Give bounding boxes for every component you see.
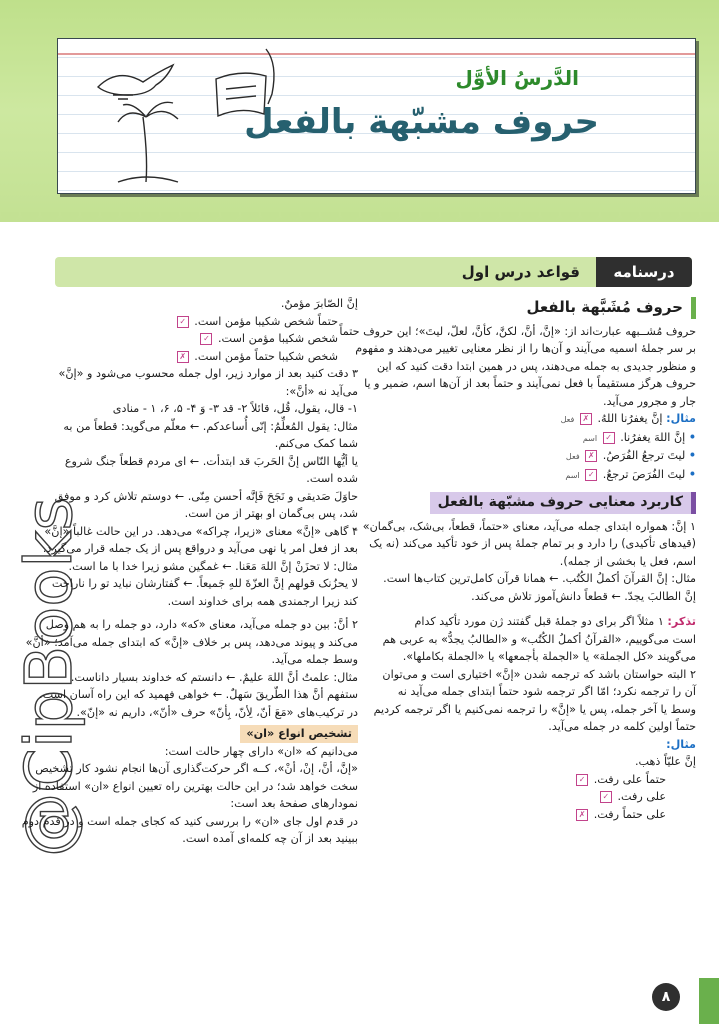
- anna-line: می‌کند و پیوند می‌دهد، پس بر خلاف «إنَّ» که ابتدای جمله می‌آمد؛ «أنَّ»: [25, 635, 358, 649]
- banner-text: قواعد درس اول: [461, 263, 580, 281]
- types-line: ببینید بعد از آن چه کلمه‌ای آمده است.: [182, 832, 358, 845]
- types-line: می‌دانیم که «ان» دارای چهار حالت است:: [164, 744, 358, 758]
- check-mark-icon: ✓: [200, 333, 212, 345]
- check-mark-icon: ✓: [600, 791, 612, 803]
- types-line: «إنَّ، أنَّ، إنْ، أنْ»، کــه اگر حرکت‌گذاری آن‌ها انجام نشود کار تشخیص: [35, 762, 358, 775]
- final-item-text: علی حتماً رفت.: [593, 807, 666, 821]
- anna-line: وسط جمله می‌آید.: [271, 653, 358, 666]
- note-line: می‌گویند «کل الجملة» یا «الجملة بأجمعها» یا «الجملة بکاملها».: [402, 650, 696, 663]
- intro-line: بر سر جملهٔ اسمیه می‌آیند و آن‌ها را از نظر معنایی تغییر می‌دهند و مفهوم: [355, 342, 696, 355]
- note-line: آن را ترجمه نکرد؛ امّا اگر ترجمه شود حتماً ابتدای جمله می‌آید نه: [397, 685, 696, 698]
- cross-mark-icon: ✗: [177, 351, 189, 363]
- usage-example: مثال: إنَّ القرآنَ أکملُ الکُتُب. ← همانا قرآن کامل‌ترین کتاب‌ها است.: [383, 572, 696, 585]
- lesson-title: حروف مشبّهة بالفعل: [244, 102, 599, 142]
- types-title-row: [58, 725, 358, 743]
- top-example: إنَّ الصّابرَ مؤمنٌ.: [280, 297, 358, 310]
- example-row: • لیتَ الفُرَصَ ترجعُ. ✓ اسم: [565, 467, 696, 481]
- final-example-label: مثال:: [666, 737, 696, 751]
- usage-example: إنَّ الطالبَ یجدّ. ← قطعاً دانش‌آموز تلاش می‌کند.: [471, 589, 696, 603]
- final-item-text: علی رفت.: [617, 790, 666, 803]
- note-line: است می‌گوییم، «القرآنُ أکملُ الکُتُب» و «الطالبُ یجدُّ» به عربی هم: [382, 632, 696, 646]
- right-column: [339, 295, 696, 823]
- note-text: ۱ مثلاً اگر برای دو جملهٔ قبل گفتند ژن مورد تأکید کدام: [414, 615, 664, 628]
- anna-line: ۲ أنَّ: بین دو جمله می‌آید، معنای «که» دارد، دو جمله را به هم وصل: [45, 618, 358, 631]
- section-banner: [55, 257, 692, 287]
- types-line: نمودارهای صفحهٔ بعد است:: [230, 797, 358, 810]
- watermark: @CipBooks: [12, 497, 87, 857]
- anna-example: در ترکیب‌های «مَعَ أنّ، لِأنّ، بِأنّ» حرف «أنّ»، داریم نه «إنّ».: [76, 705, 358, 719]
- note-line: وسط یا آخر جمله، پس یا «إنَّ» را ترجمه نمی‌کنیم یا اگر ترجمه کردیم: [373, 702, 696, 716]
- usage-line: (قیدهای تأکیدی) را دارد و بر تمام جملهٔ پس از خود تأکید می‌کند (نه یک: [369, 537, 696, 550]
- note-label: تذکر:: [667, 615, 696, 628]
- intro-line: و منظور جدیدی به جمله می‌دهند، پس در همین ابتدا دقت کنید که این: [376, 359, 696, 373]
- note-line: حتماً اولین کلمه در جمله می‌آید.: [548, 720, 696, 733]
- top-item-text: شخص شکیبا مؤمن است.: [218, 332, 338, 345]
- check-mark-icon: ✓: [603, 432, 615, 444]
- intro-line: حروف مُشــبهه عبارت‌اند از: «إنَّ، أنَّ، لکنَّ، کأنَّ، لعلّ، لیتَ»؛ این حروف حتماً: [339, 324, 696, 338]
- types-line: در قدم اول جای «ان» را بررسی کنید که کجای جمله است و در قدم دوم: [21, 814, 358, 828]
- para4-line: مثال: لا تحزَنْ إنَّ اللهَ مَعَنا. ← غمگین مشو زیرا خدا با ما است.: [68, 559, 358, 573]
- example-text: لیتَ ترجعُ الفُرَصُ.: [602, 449, 686, 462]
- para3-line: ۱- قال، یقول، قُل، قائلاً ۲- قد ۳- وَ ۴- ۵، ۶، ۱ - منادی: [112, 402, 358, 415]
- example-label: مثال:: [666, 412, 696, 425]
- check-mark-icon: ✓: [576, 774, 588, 786]
- types-title: تشخیص انواع «ان»: [240, 725, 358, 743]
- para4-line: ۴ گاهی «إنَّ» معنای «زیرا، چراکه» می‌دهد. در این حالت غالباً «إنَّ»: [44, 524, 358, 538]
- lamp-palm-doodle-icon: [88, 47, 198, 187]
- cross-mark-icon: ✗: [576, 809, 588, 821]
- example-line: شد، پس بی‌گمان او بهتر از من است.: [184, 507, 358, 520]
- example-line: یا أیُّها النّاس إنَّ الحَربَ قد ابتدأت. ← ای مردم قطعاً جنگ شروع: [64, 454, 358, 468]
- cross-mark-icon: ✗: [585, 450, 597, 462]
- example-text: لیتَ الفُرَصَ ترجعُ.: [602, 467, 686, 481]
- usage-line: اسم، فعل یا بخشی از جمله).: [559, 554, 696, 568]
- para4-line: بعد از فعل امر یا نهی می‌آید و درواقع پس از یک جمله قرار می‌گیرد.: [42, 542, 358, 555]
- final-item: [368, 788, 696, 806]
- page-edge-bar: [699, 978, 719, 1024]
- example-note: اسم: [565, 470, 580, 480]
- example-note: اسم: [582, 433, 598, 443]
- para4-line: کند زیرا ارجمندی همه برای خداوند است.: [167, 594, 358, 608]
- final-item-text: حتماً علی رفت.: [593, 772, 666, 786]
- types-line: سخت خواهد شد؛ در این حالت بهترین راه تعیین انواع «ان» استفاده از: [32, 779, 358, 793]
- para4-line: لا یحزُنک قولهم إنَّ العزّةَ للهِ جَمیعاً. ← گفتارشان نباید تو را ناراحت: [51, 577, 358, 590]
- top-item: [58, 330, 358, 348]
- cross-mark-icon: ✗: [580, 413, 592, 425]
- page-number: ۸: [652, 983, 680, 1011]
- top-item: [58, 348, 358, 366]
- intro-line: حروف هرگز مستقیماً با فعل نمی‌آیند و حتماً بعد از آن‌ها اسم، ضمیر و یا: [364, 377, 696, 390]
- check-mark-icon: ✓: [585, 469, 597, 481]
- final-item: [368, 771, 696, 789]
- example-note: فعل: [565, 452, 580, 461]
- section-title-huruf: حروف مُشَبَّهة بالفعل: [518, 297, 696, 319]
- lesson-number: الدَّرسُ الأوَّل: [455, 66, 579, 90]
- top-item: [58, 313, 358, 331]
- example-line: شده است.: [306, 472, 358, 485]
- final-example: إنَّ علیّاً ذهب.: [634, 755, 696, 768]
- anna-example: ستفهم أنَّ هذا الطّریقَ سَهلٌ. ← خواهی فهمید که این راه آسان است.: [39, 688, 358, 701]
- example-row: [368, 410, 696, 429]
- para3-line: می‌آید نه «أنَّ»:: [285, 384, 358, 398]
- final-item: [368, 806, 696, 824]
- banner-tag: درسنامه: [596, 257, 692, 287]
- example-line: شما کمک می‌کنم.: [274, 437, 358, 450]
- example-line: حاوَلَ صَدیقی و نَجَحَ فَإنَّه أحسن مِنّی. ← دوستم تلاش کرد و موفق: [54, 489, 358, 503]
- note-row: [368, 613, 696, 631]
- example-row: • إنَّ اللهَ یغفرُنا. ✓ اسم: [582, 430, 696, 444]
- example-text: إنَّ یغفرُنا اللهُ.: [597, 412, 663, 425]
- para3-line: ۳ دقت کنید بعد از موارد زیر، اول جمله محسوب می‌شود و «إنَّ»: [58, 367, 358, 380]
- usage-line: ۱ إنَّ: همواره ابتدای جمله می‌آید، معنای «حتماً، قطعاً، بی‌شک، بی‌گمان»: [362, 519, 696, 533]
- example-line: مثال: یقول المُعلِّمُ: إنّی أُساعدکم. ← معلّم می‌گوید: قطعاً من به: [63, 419, 358, 433]
- example-text: إنَّ اللهَ یغفرُنا.: [620, 430, 686, 444]
- intro-line: جار و مجرور می‌آید.: [603, 394, 696, 408]
- note-line: ۲ البته حواستان باشد که ترجمه شدن «إنَّ» اختیاری است و می‌توان: [382, 667, 696, 681]
- section-title-usage: کاربرد معنایی حروف مشبّهة بالفعل: [430, 492, 696, 514]
- top-item-text: شخص شکیبا حتماً مؤمن است.: [194, 349, 338, 363]
- check-mark-icon: ✓: [177, 316, 189, 328]
- example-note: فعل: [560, 415, 575, 424]
- anna-example: مثال: علمتُ أنَّ اللهَ علیمٌ. ← دانستم که خداوند بسیار داناست.: [70, 670, 358, 684]
- top-item-text: حتماً شخص شکیبا مؤمن است.: [194, 314, 338, 328]
- example-row: • لیتَ ترجعُ الفُرَصُ. ✗ فعل: [565, 449, 696, 462]
